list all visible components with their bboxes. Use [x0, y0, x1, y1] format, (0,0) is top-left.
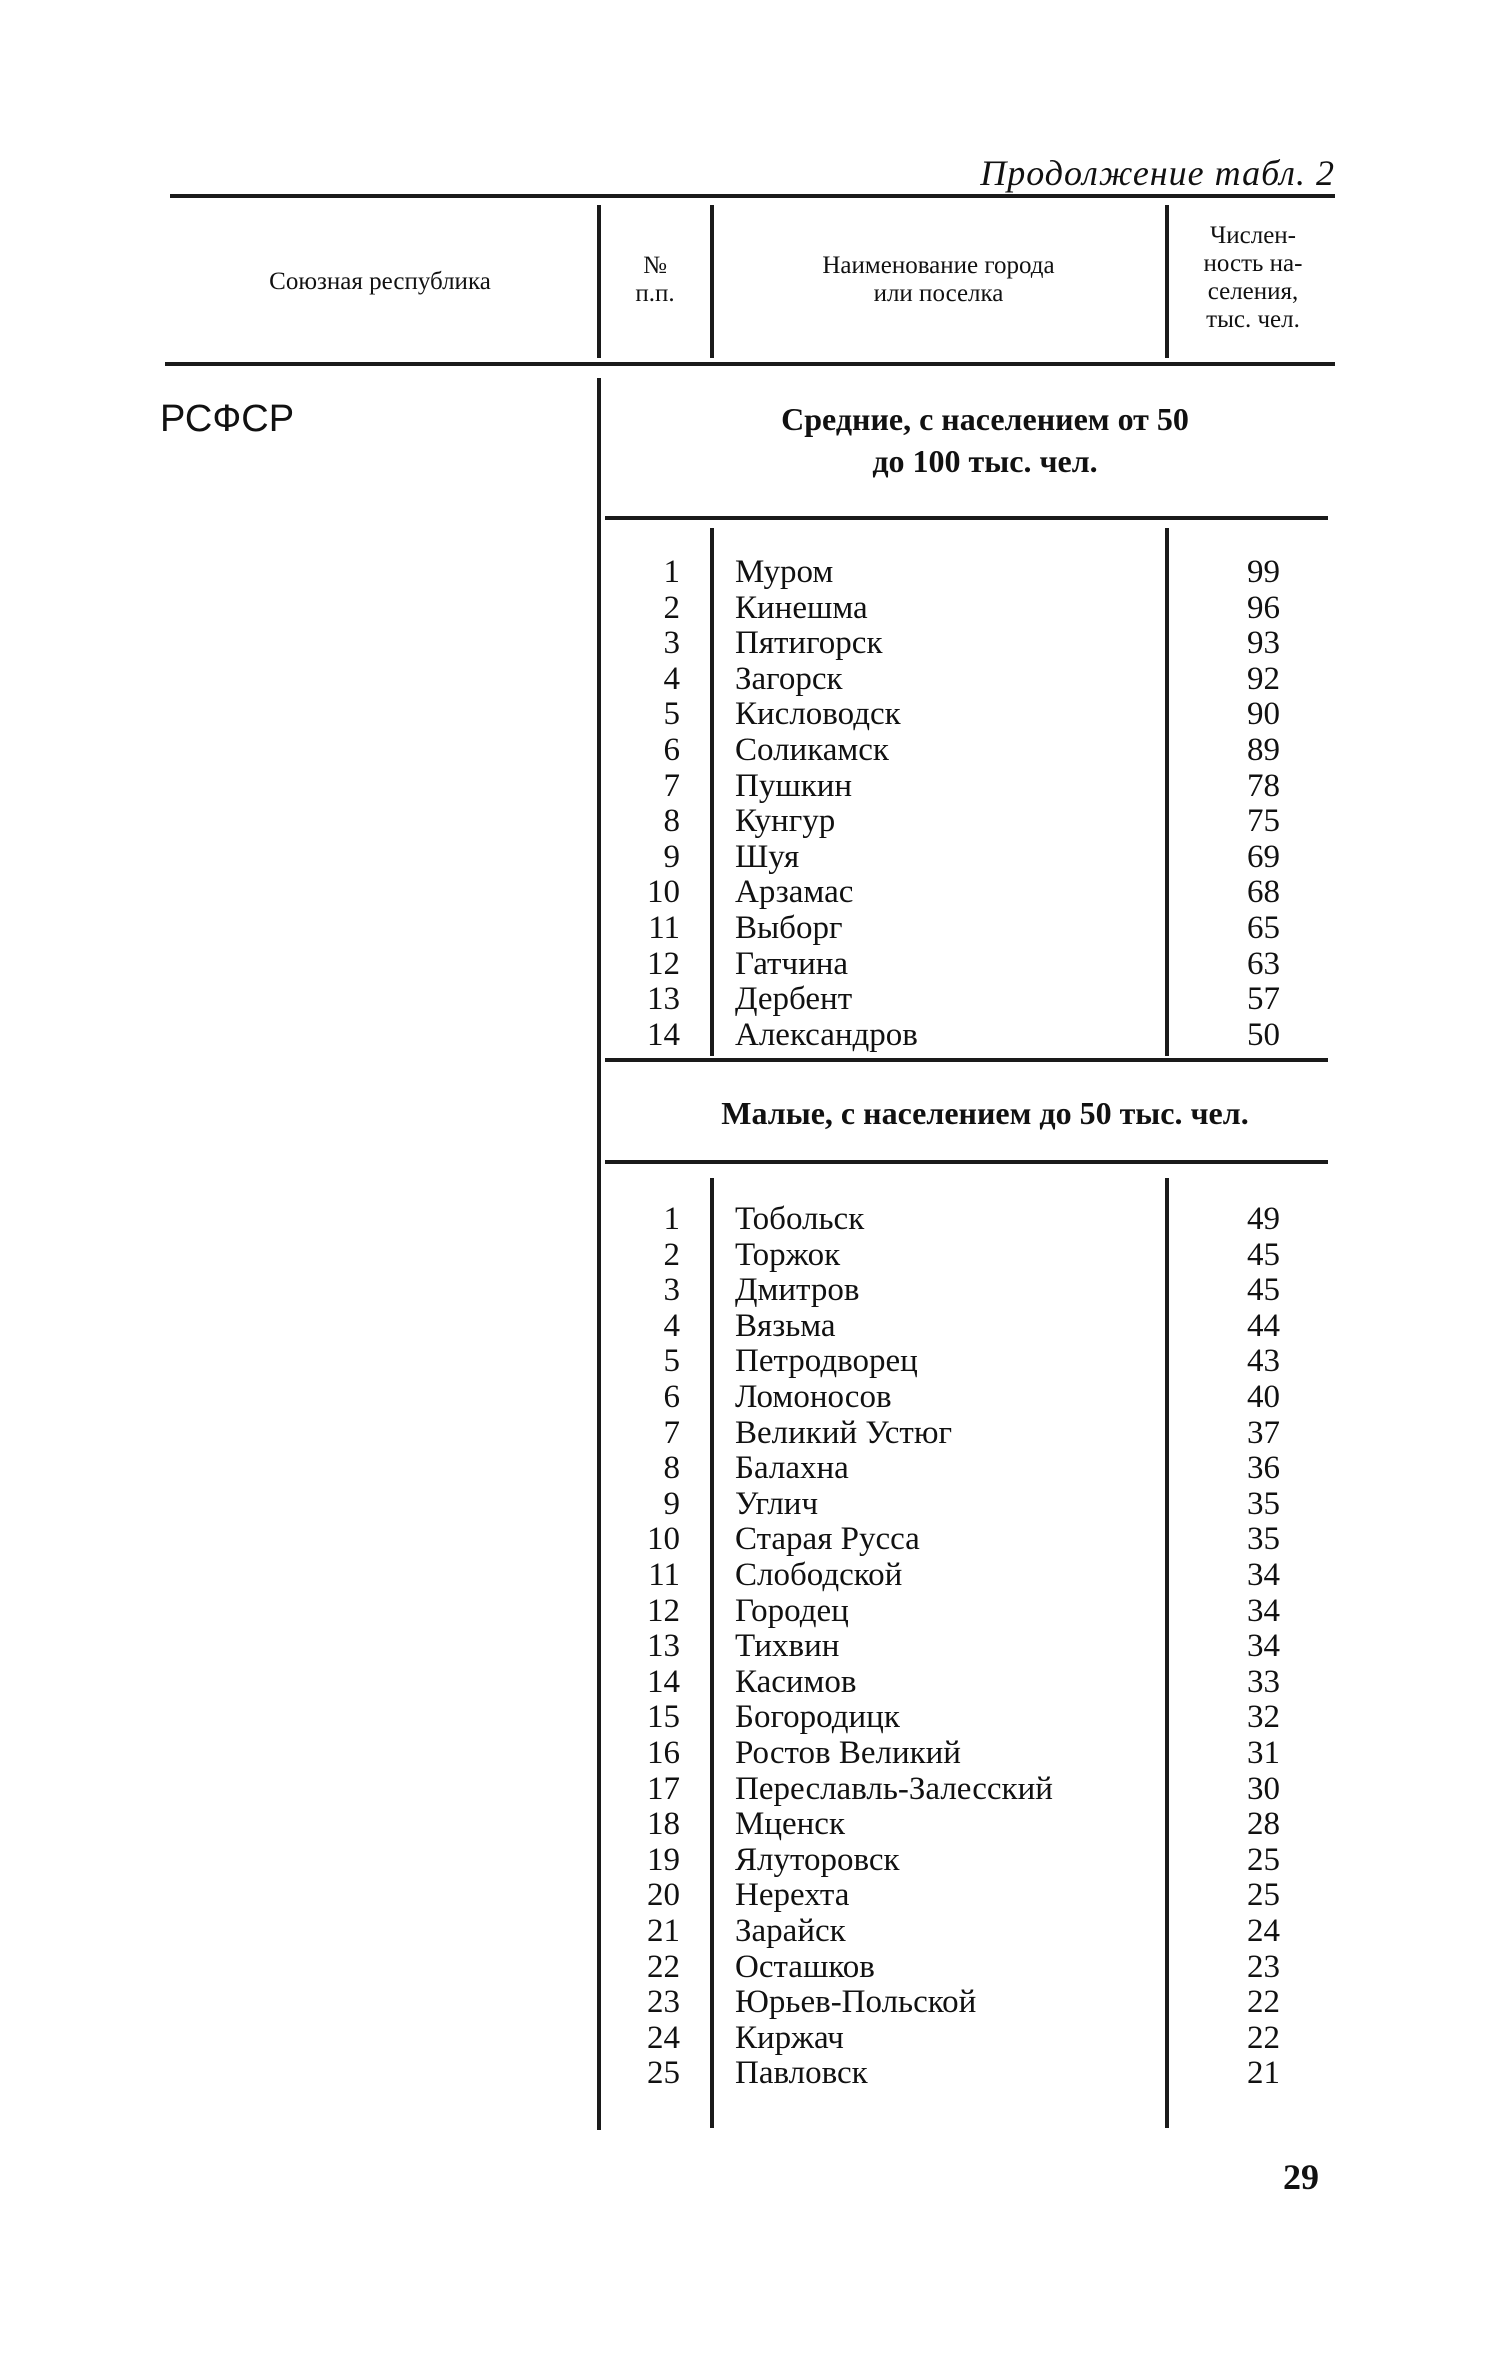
city-name: Мценск [735, 1806, 845, 1843]
header-bottom-rule [165, 362, 1335, 366]
header-population [1171, 222, 1335, 334]
population-value: 75 [1247, 803, 1280, 840]
population-value: 34 [1247, 1592, 1280, 1629]
population-value: 35 [1247, 1485, 1280, 1522]
city-name: Зарайск [735, 1913, 846, 1949]
population-value: 30 [1247, 1770, 1280, 1807]
row-number: 10 [647, 1521, 680, 1558]
section-title-medium-line1: Средние, с населением от 50 [781, 401, 1189, 437]
section-1-bottom-rule [605, 516, 1328, 520]
row-number: 9 [663, 1485, 680, 1522]
population-value: 40 [1247, 1379, 1280, 1415]
page-number: 29 [1283, 2157, 1319, 2197]
population-value: 99 [1247, 554, 1280, 590]
population-value: 92 [1247, 660, 1280, 697]
population-value: 69 [1247, 838, 1280, 875]
header-city-name-line2: или поселка [873, 280, 1004, 307]
row-number: 2 [663, 589, 680, 626]
city-name: Выборг [735, 910, 843, 946]
city-name: Ломоносов [735, 1379, 892, 1415]
population-value: 21 [1247, 2055, 1280, 2092]
header-population-line4: тыс. чел. [1206, 306, 1300, 333]
row-number: 9 [663, 838, 680, 875]
row-number: 1 [663, 554, 680, 590]
body-divider-2a [1165, 528, 1169, 1056]
row-number: 12 [647, 945, 680, 982]
city-name: Слободской [735, 1557, 903, 1593]
row-number: 21 [647, 1913, 680, 1949]
city-name: Великий Устюг [735, 1414, 953, 1451]
city-name: Кунгур [735, 803, 836, 840]
city-name: Городец [735, 1592, 849, 1629]
header-population-line2: ность на- [1203, 250, 1303, 277]
city-name: Петродворец [735, 1343, 918, 1380]
row-number: 7 [663, 1414, 680, 1451]
row-number: 19 [647, 1841, 680, 1878]
city-name: Киржач [735, 2019, 844, 2056]
population-value: 49 [1247, 1201, 1280, 1237]
city-name: Пятигорск [735, 625, 883, 662]
body-divider-2b [1165, 1178, 1169, 2128]
row-number: 15 [647, 1699, 680, 1736]
population-value: 33 [1247, 1663, 1280, 1700]
section-title-medium-cities [605, 398, 1365, 482]
population-value: 24 [1247, 1913, 1280, 1949]
population-value: 36 [1247, 1450, 1280, 1487]
row-number: 12 [647, 1592, 680, 1629]
population-value: 57 [1247, 981, 1280, 1018]
row-number: 5 [663, 696, 680, 733]
row-number: 24 [647, 2019, 680, 2056]
city-name: Ялуторовск [735, 1841, 900, 1878]
population-value: 45 [1247, 1236, 1280, 1273]
row-number: 4 [663, 660, 680, 697]
city-name: Кисловодск [735, 696, 901, 733]
header-city-name [716, 252, 1161, 308]
header-number-line2: п.п. [635, 280, 675, 307]
city-name: Муром [735, 554, 834, 590]
header-republic: Союзная республика [269, 268, 491, 295]
population-value: 68 [1247, 874, 1280, 911]
section-2-top-rule [605, 1058, 1328, 1062]
population-value: 50 [1247, 1016, 1280, 1053]
population-value: 23 [1247, 1948, 1280, 1985]
section-title-small-cities [605, 1092, 1365, 1134]
row-number: 22 [647, 1948, 680, 1985]
row-number: 3 [663, 1272, 680, 1309]
row-number: 23 [647, 1984, 680, 2021]
population-value: 65 [1247, 910, 1280, 946]
city-name: Ростов Великий [735, 1735, 961, 1771]
city-name: Тихвин [735, 1628, 840, 1665]
row-number: 13 [647, 1628, 680, 1665]
population-value: 22 [1247, 1984, 1280, 2021]
row-number: 11 [648, 910, 680, 946]
city-name: Дмитров [735, 1272, 860, 1309]
row-number: 20 [647, 1877, 680, 1914]
population-value: 63 [1247, 945, 1280, 982]
city-name: Гатчина [735, 945, 849, 982]
city-name: Балахна [735, 1450, 849, 1487]
header-divider-1 [597, 205, 601, 358]
table-continuation-caption: Продолжение табл. 2 [980, 153, 1335, 193]
city-name: Осташков [735, 1948, 875, 1985]
population-value: 44 [1247, 1307, 1280, 1344]
row-number: 7 [663, 767, 680, 804]
city-name: Шуя [735, 838, 800, 875]
city-name: Загорск [735, 660, 843, 697]
row-number: 2 [663, 1236, 680, 1273]
population-value: 96 [1247, 589, 1280, 626]
population-value: 90 [1247, 696, 1280, 733]
population-value: 78 [1247, 767, 1280, 804]
city-name: Тобольск [735, 1201, 865, 1237]
row-number: 14 [647, 1663, 680, 1700]
population-value: 34 [1247, 1557, 1280, 1593]
header-divider-3 [1165, 205, 1169, 358]
population-value: 28 [1247, 1806, 1280, 1843]
row-number: 13 [647, 981, 680, 1018]
header-city-name-line1: Наименование города [822, 252, 1055, 279]
row-number: 3 [663, 625, 680, 662]
header-top-rule [170, 194, 1335, 198]
city-name: Старая Русса [735, 1521, 920, 1558]
city-name: Соликамск [735, 732, 889, 768]
city-name: Пушкин [735, 767, 853, 804]
city-name: Торжок [735, 1236, 841, 1273]
row-number: 4 [663, 1307, 680, 1344]
row-number: 8 [663, 1450, 680, 1487]
population-value: 25 [1247, 1841, 1280, 1878]
population-value: 45 [1247, 1272, 1280, 1309]
row-number: 6 [663, 732, 680, 768]
city-name: Арзамас [735, 874, 854, 911]
city-name: Александров [735, 1016, 918, 1053]
row-number: 16 [647, 1735, 680, 1771]
population-value: 31 [1247, 1735, 1280, 1771]
population-value: 25 [1247, 1877, 1280, 1914]
body-divider-1b [710, 1178, 714, 2128]
city-name: Юрьев-Польской [735, 1984, 977, 2021]
population-value: 34 [1247, 1628, 1280, 1665]
row-number: 17 [647, 1770, 680, 1807]
city-name: Углич [735, 1485, 819, 1522]
population-value: 22 [1247, 2019, 1280, 2056]
header-population-line1: Числен- [1210, 222, 1296, 249]
city-name: Дербент [735, 981, 853, 1018]
row-number: 25 [647, 2055, 680, 2092]
row-number: 8 [663, 803, 680, 840]
city-name: Вязьма [735, 1307, 836, 1344]
header-number [603, 252, 707, 308]
row-number: 11 [648, 1557, 680, 1593]
header-number-line1: № [643, 252, 667, 279]
city-name: Богородицк [735, 1699, 900, 1736]
population-value: 32 [1247, 1699, 1280, 1736]
header-divider-2 [710, 205, 714, 358]
city-name: Нерехта [735, 1877, 850, 1914]
section-2-bottom-rule [605, 1160, 1328, 1164]
row-number: 18 [647, 1806, 680, 1843]
population-value: 35 [1247, 1521, 1280, 1558]
section-title-medium-line2: до 100 тыс. чел. [872, 443, 1098, 479]
section-title-small-line1: Малые, с населением до 50 тыс. чел. [721, 1095, 1249, 1131]
population-value: 93 [1247, 625, 1280, 662]
republic-name: РСФСР [160, 398, 295, 440]
city-name: Касимов [735, 1663, 857, 1700]
population-value: 89 [1247, 732, 1280, 768]
row-number: 14 [647, 1016, 680, 1053]
population-value: 37 [1247, 1414, 1280, 1451]
row-number: 5 [663, 1343, 680, 1380]
row-number: 6 [663, 1379, 680, 1415]
city-name: Кинешма [735, 589, 868, 626]
header-population-line3: селения, [1207, 278, 1299, 305]
city-name: Павловск [735, 2055, 868, 2092]
population-value: 43 [1247, 1343, 1280, 1380]
row-number: 10 [647, 874, 680, 911]
body-divider-1a [710, 528, 714, 1056]
city-name: Переславль-Залесский [735, 1770, 1053, 1807]
row-number: 1 [663, 1201, 680, 1237]
